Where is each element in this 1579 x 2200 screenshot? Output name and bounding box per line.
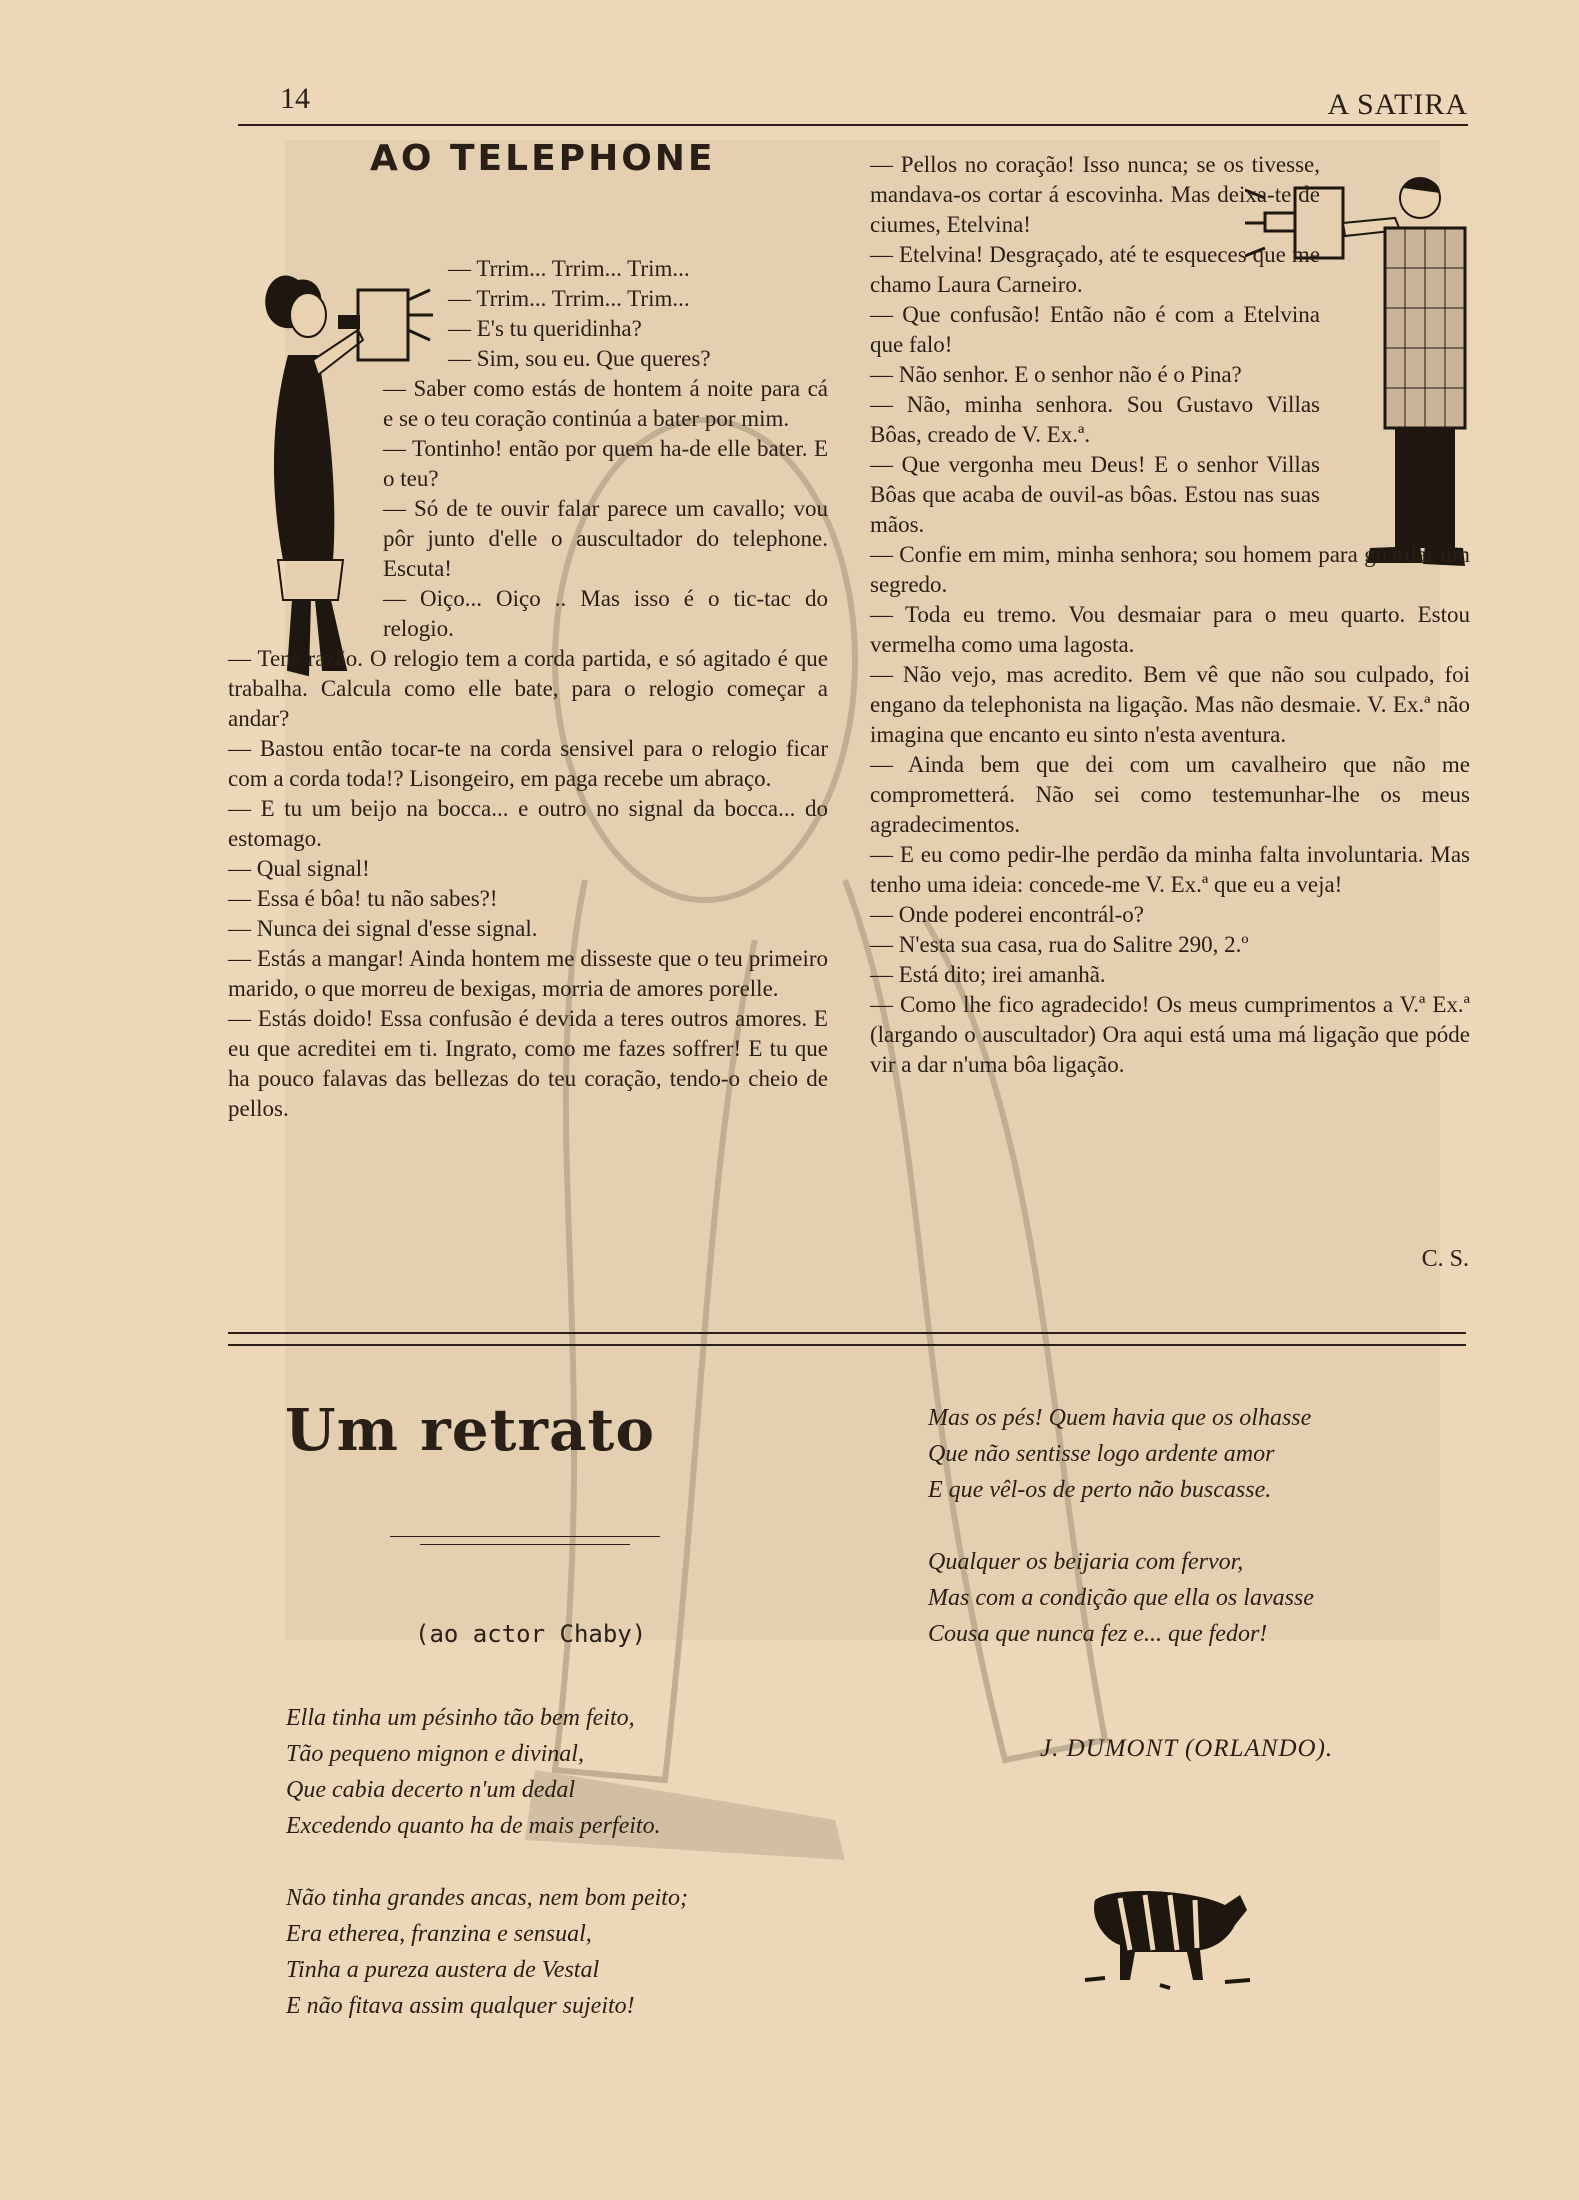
dialogue-line: — Etelvina! Desgraçado, até te esqueces que me chamo Laura Carneiro. [870, 242, 1320, 297]
verse-line: Não tinha grandes ancas, nem bom peito; [286, 1885, 688, 1911]
verse-line: Que cabia decerto n'um dedal [286, 1777, 576, 1803]
dialogue-line: — E's tu queridinha? [448, 316, 642, 341]
verse-line: Ella tinha um pésinho tão bem feito, [286, 1705, 635, 1731]
verse-line: E que vêl-os de perto não buscasse. [928, 1477, 1272, 1503]
dialogue-line: — Onde poderei encontrál-o? [870, 902, 1144, 927]
zebra-ornament [1075, 1870, 1260, 1995]
verse-line: Mas os pés! Quem havia que os olhasse [928, 1405, 1312, 1431]
verse-line: Excedendo quanto ha de mais perfeito. [286, 1813, 661, 1839]
article-title: AO TELEPHONE [370, 138, 716, 179]
verse-line: Tão pequeno mignon e divinal, [286, 1741, 584, 1767]
dialogue-line: — Estás doido! Essa confusão é devida a teres outros amores. E eu que acreditei em ti. Ingrato, como me fazes soffrer! E tu que ha pouco falavas das bellezas do teu coração, tendo-o cheio de pellos. [228, 1006, 828, 1121]
dialogue-line: — Que vergonha meu Deus! E o senhor Villas Bôas que acaba de ouvil-as bôas. Estou nas suas mãos. [870, 452, 1320, 537]
dialogue-line: — Nunca dei signal d'esse signal. [228, 916, 538, 941]
page-header [238, 82, 1468, 132]
dialogue-line: — Confie em mim, minha senhora; sou homem para guardar um segredo. [870, 542, 1470, 597]
verse-line: E não fitava assim qualquer sujeito! [286, 1993, 635, 2019]
verse-line: Que não sentisse logo ardente amor [928, 1441, 1275, 1467]
poem-title: Um retrato [285, 1396, 656, 1464]
page-number: 14 [280, 82, 310, 115]
dialogue-line: — Essa é bôa! tu não sabes?! [228, 886, 498, 911]
dialogue-line: — Só de te ouvir falar parece um cavallo; vou pôr junto d'elle o auscultador do telephone. Escuta! [383, 496, 828, 581]
dialogue-line: — Tontinho! então por quem ha-de elle bater. E o teu? [383, 436, 828, 491]
verse-line: Era etherea, franzina e sensual, [286, 1921, 592, 1947]
dialogue-line: — E tu um beijo na bocca... e outro no signal da bocca... do estomago. [228, 796, 828, 851]
header-rule [238, 124, 1468, 126]
title-rule [420, 1544, 630, 1545]
telephone-right-column [870, 150, 1470, 1080]
dialogue-line: — N'esta sua casa, rua do Salitre 290, 2.º [870, 932, 1249, 957]
stanza [928, 1544, 1448, 1652]
dialogue-line: — E eu como pedir-lhe perdão da minha falta involuntaria. Mas tenho uma ideia: concede-me V. Ex.ª que eu a veja! [870, 842, 1470, 897]
verse-line: Mas com a condição que ella os lavasse [928, 1585, 1314, 1611]
title-rule [390, 1536, 660, 1537]
magazine-title: A SATIRA [1327, 88, 1468, 121]
dialogue-line: — Trrim... Trrim... Trim... [448, 256, 690, 281]
verse-line: Tinha a pureza austera de Vestal [286, 1957, 600, 1983]
article-signature: C. S. [1421, 1246, 1469, 1272]
dialogue-line: — Não vejo, mas acredito. Bem vê que não sou culpado, foi engano da telephonista na ligação. Mas não desmaie. V. Ex.ª não imagina que encanto eu sinto n'esta aventura. [870, 662, 1470, 747]
dialogue-line: — Está dito; irei amanhã. [870, 962, 1106, 987]
dialogue-line: — Não senhor. E o senhor não é o Pina? [870, 362, 1242, 387]
dialogue-line: — Toda eu tremo. Vou desmaiar para o meu quarto. Estou vermelha como uma lagosta. [870, 602, 1470, 657]
stanza [928, 1400, 1448, 1508]
poem-author: J. DUMONT (ORLANDO). [1040, 1735, 1334, 1762]
dialogue-line: — Qual signal! [228, 856, 370, 881]
poem-left-column [286, 1700, 846, 2060]
dialogue-line: — Que confusão! Então não é com a Etelvina que falo! [870, 302, 1320, 357]
telephone-left-column [228, 254, 828, 1124]
verse-line: Qualquer os beijaria com fervor, [928, 1549, 1244, 1575]
section-rule-top [228, 1332, 1466, 1334]
poem-dedication: (ao actor Chaby) [415, 1620, 647, 1648]
dialogue-line: — Estás a mangar! Ainda hontem me disseste que o teu primeiro marido, o que morreu de bexigas, morria de amores porelle. [228, 946, 828, 1001]
stanza [286, 1880, 846, 2024]
dialogue-line: — Oiço... Oiço .. Mas isso é o tic-tac do relogio. [383, 586, 828, 641]
dialogue-line: — Pellos no coração! Isso nunca; se os tivesse, mandava-os cortar á escovinha. Mas deixa-te de ciumes, Etelvina! [870, 152, 1320, 237]
dialogue-line: — Tens razão. O relogio tem a corda partida, e só agitado é que trabalha. Calcula como elle bate, para o relogio começar a andar? [228, 646, 828, 731]
dialogue-line: — Como lhe fico agradecido! Os meus cumprimentos a V.ª Ex.ª (largando o auscultador) Ora aqui está uma má ligação que póde vir a dar n'uma bôa ligação. [870, 992, 1470, 1077]
dialogue-line: — Bastou então tocar-te na corda sensivel para o relogio ficar com a corda toda!? Lisongeiro, em paga recebe um abraço. [228, 736, 828, 791]
dialogue-line: — Saber como estás de hontem á noite para cá e se o teu coração continúa a bater por mim. [383, 376, 828, 431]
dialogue-line: — Ainda bem que dei com um cavalheiro que não me comprometterá. Não sei como testemunhar-lhe os meus agradecimentos. [870, 752, 1470, 837]
stanza [286, 1700, 846, 1844]
poem-right-column [928, 1400, 1448, 1688]
dialogue-line: — Não, minha senhora. Sou Gustavo Villas Bôas, creado de V. Ex.ª. [870, 392, 1320, 447]
dialogue-line: — Sim, sou eu. Que queres? [448, 346, 711, 371]
verse-line: Cousa que nunca fez e... que fedor! [928, 1621, 1268, 1647]
section-rule-bottom [228, 1344, 1466, 1346]
dialogue-line: — Trrim... Trrim... Trim... [448, 286, 690, 311]
